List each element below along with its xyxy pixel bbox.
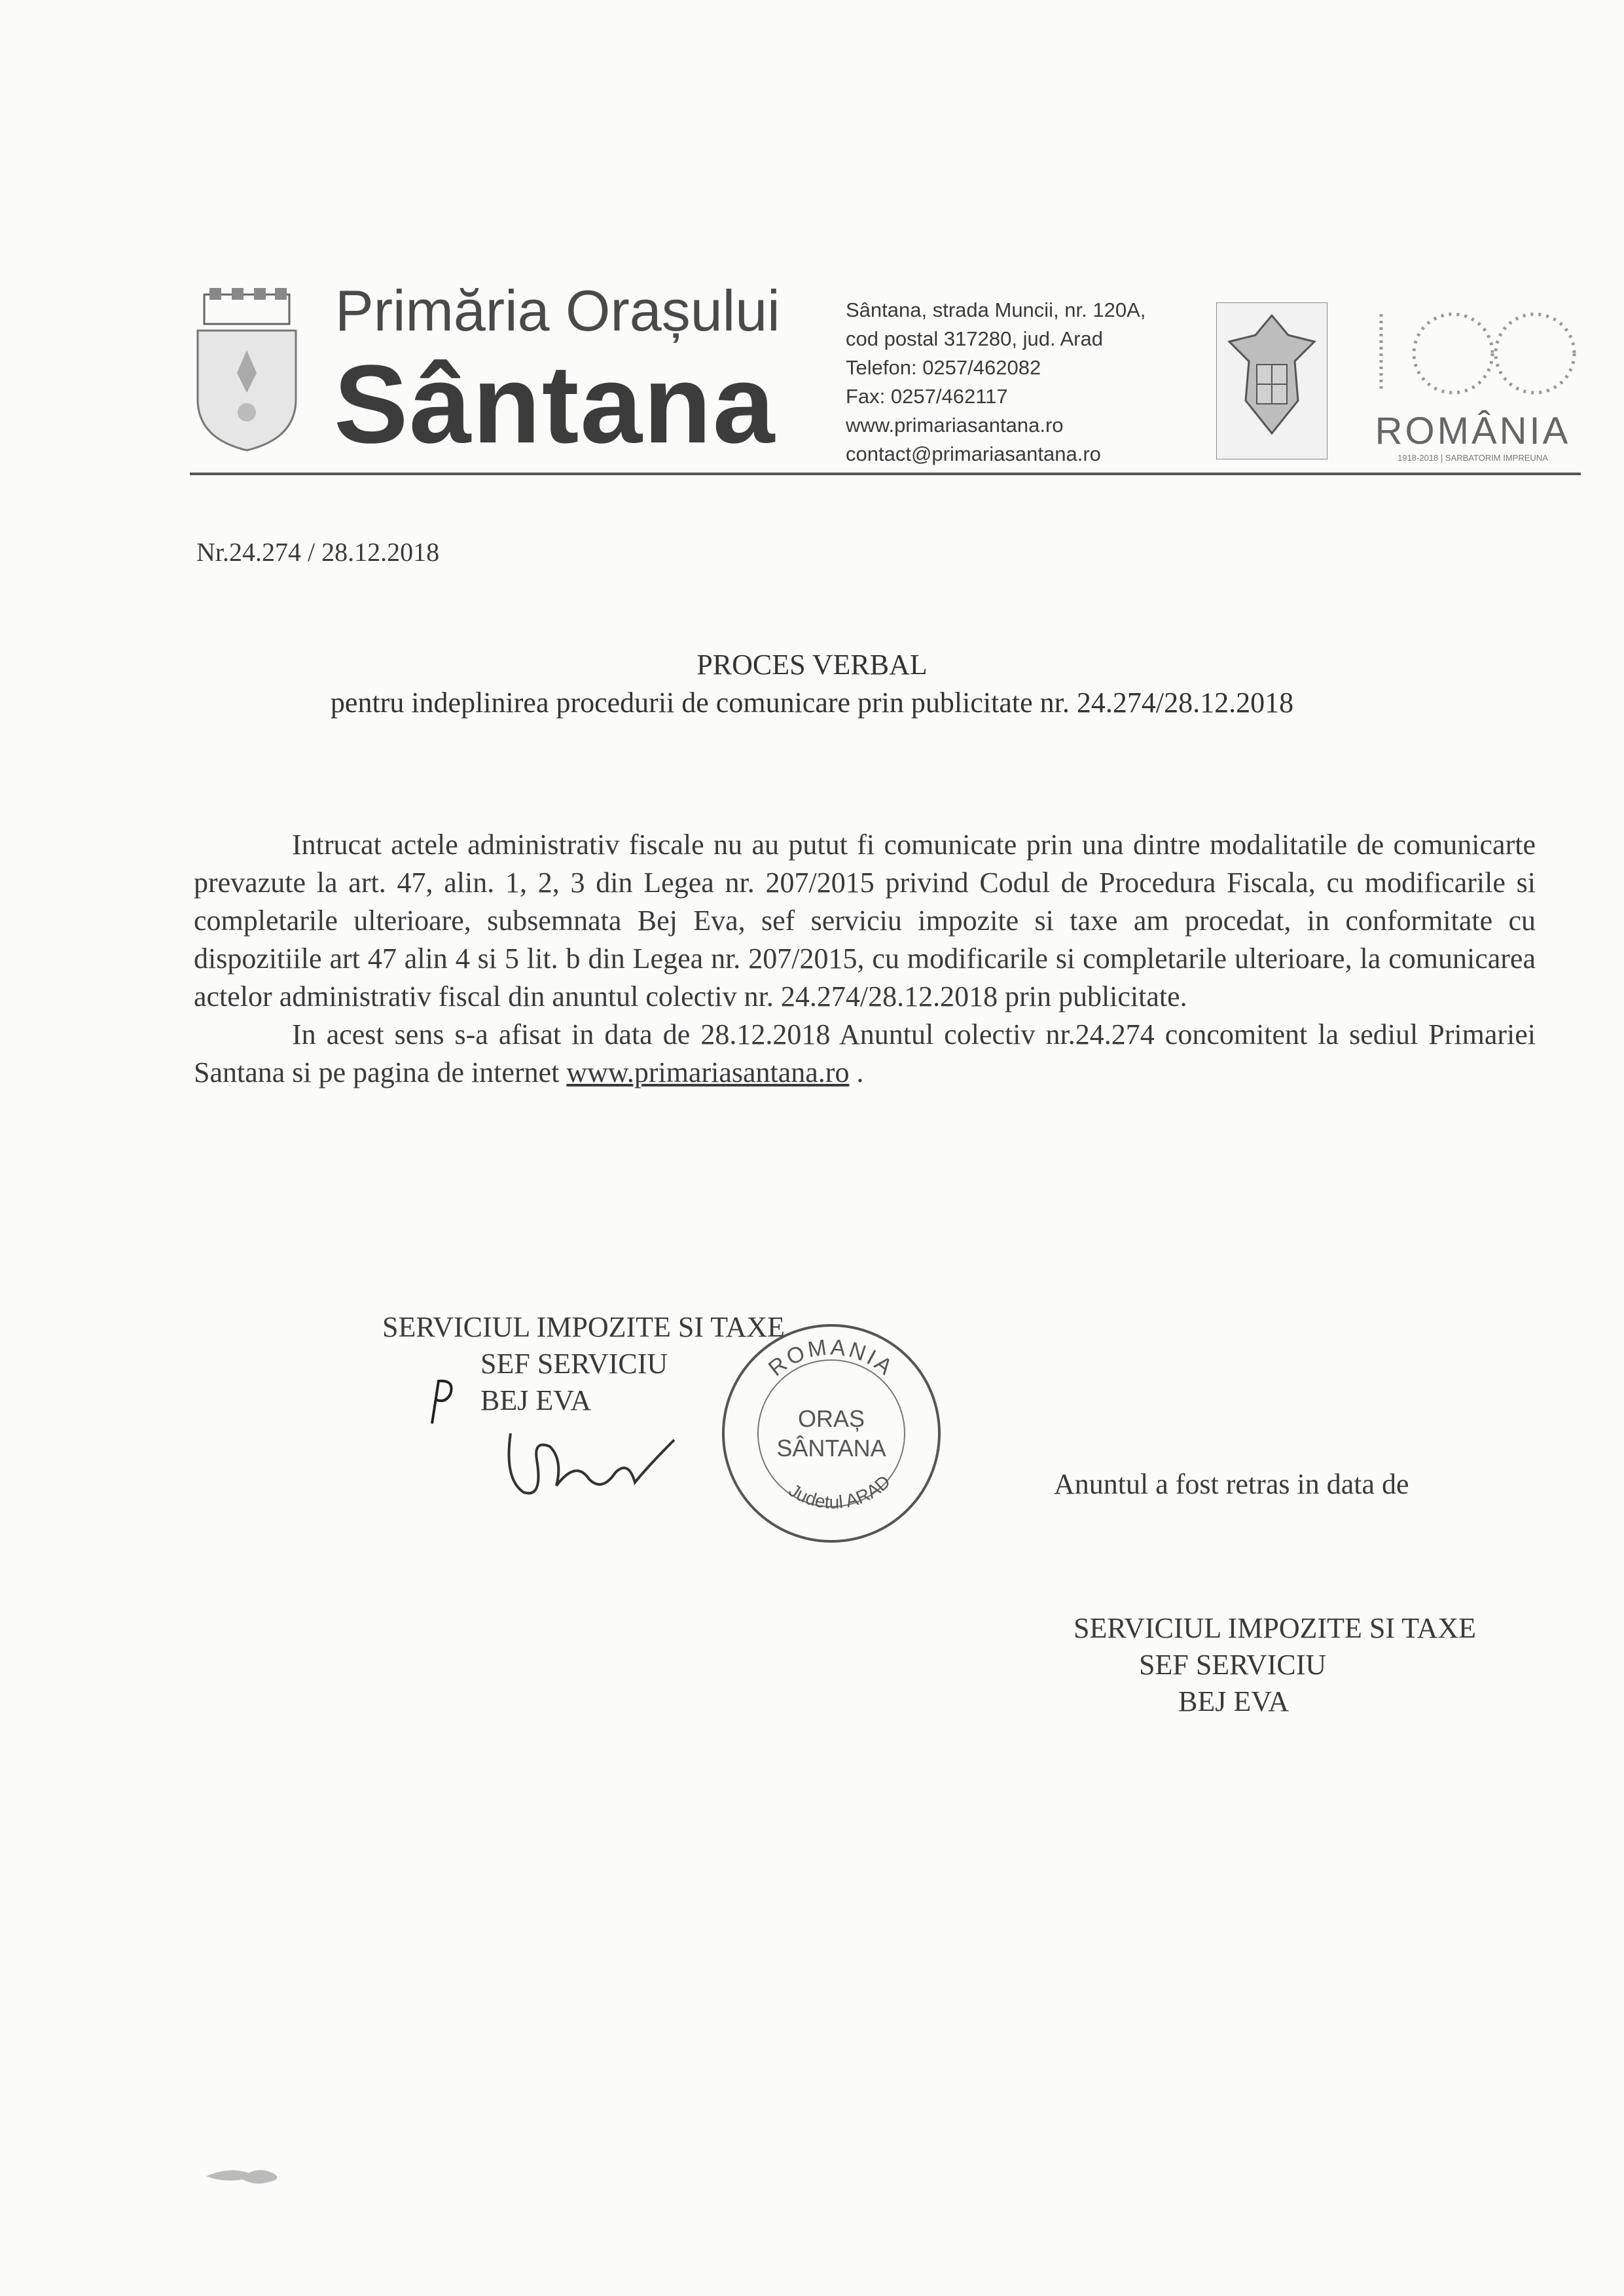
santana-crest-icon — [191, 288, 302, 452]
sig-left-role: SEF SERVICIU — [480, 1348, 668, 1380]
centenary-subtext: 1918-2018 | SARBATORIM IMPREUNA — [1398, 453, 1548, 463]
document-body — [194, 826, 1536, 1092]
svg-text:Judetul ARAD — [785, 1471, 894, 1513]
centenary-logo — [1362, 301, 1584, 471]
centenary-text: ROMÂNIA — [1375, 410, 1571, 452]
handwritten-p-mark-icon — [419, 1374, 458, 1427]
website-link[interactable]: www.primariasantana.ro — [566, 1056, 850, 1088]
contact-website[interactable]: www.primariasantana.ro — [846, 414, 1064, 437]
header-divider — [190, 473, 1581, 475]
header-title-line1: Primăria Orașului — [335, 278, 780, 343]
contact-phone: Telefon: 0257/462082 — [846, 356, 1041, 379]
contact-postal: cod postal 317280, jud. Arad — [846, 327, 1103, 350]
paragraph-2-end: . — [849, 1056, 864, 1088]
body-paragraph-2 — [194, 1016, 1536, 1092]
sig-left-department: SERVICIUL IMPOZITE SI TAXE — [382, 1311, 785, 1343]
scan-smudge-icon — [203, 2160, 288, 2193]
header-contact-block — [846, 296, 1146, 469]
registration-number: Nr.24.274 / 28.12.2018 — [196, 537, 440, 567]
body-paragraph-1: Intrucat actele administrativ fiscale nu au putut fi comunicate prin una dintre modalitatile de comunicarte prevazute la art. 47, alin. 1, 2, 3 din Legea nr. 207/2015 privind Codul de Procedura Fiscala, cu modificarile si completarile ulterioare, subsemnata Bej Eva, sef serviciu impozite si taxe am procedat, in conformitate cu dispozitiile art 47 alin 4 si 5 lit. b din Legea nr. 207/2015, cu modificarile si completarile ulterioare, la comunicarea actelor administrativ fiscal din anuntul colectiv nr. 24.274/28.12.2018 prin publicitate. — [194, 829, 1536, 1013]
paragraph-2-text: In acest sens s-a afisat in data de 28.12.2018 Anuntul colectiv nr.24.274 concomitent la sediul Primariei Santana si pe pagina de internet — [194, 1018, 1536, 1088]
sig-right-department: SERVICIUL IMPOZITE SI TAXE — [1074, 1612, 1477, 1644]
centenary-100-icon — [1362, 301, 1584, 406]
contact-email[interactable]: contact@primariasantana.ro — [846, 442, 1101, 465]
sig-right-name: BEJ EVA — [1178, 1685, 1290, 1717]
contact-address: Sântana, strada Muncii, nr. 120A, — [846, 298, 1146, 321]
retras-note: Anuntul a fost retras in data de — [1054, 1468, 1409, 1500]
contact-fax: Fax: 0257/462117 — [846, 385, 1008, 408]
romania-coat-of-arms-icon — [1216, 302, 1327, 459]
stamp-bottom-text: Judetul ARAD — [785, 1471, 895, 1513]
sig-right-role: SEF SERVICIU — [1139, 1649, 1327, 1681]
header-title-line2: Sântana — [334, 342, 776, 467]
stamp-center-line1: ORAȘ — [797, 1405, 865, 1432]
sig-left-name: BEJ EVA — [480, 1384, 592, 1416]
stamp-center-line2: SÂNTANA — [776, 1435, 886, 1462]
document-subtitle: pentru indeplinirea procedurii de comunicare prin publicitate nr. 24.274/28.12.2018 — [330, 687, 1294, 719]
stamp-top-text: ROMANIA — [763, 1335, 899, 1382]
official-stamp-icon — [713, 1316, 949, 1551]
signature-block-right — [1074, 1610, 1476, 1720]
handwritten-signature-icon — [497, 1420, 681, 1505]
svg-text:ROMANIA — [764, 1335, 899, 1381]
document-title: PROCES VERBAL — [696, 649, 928, 681]
